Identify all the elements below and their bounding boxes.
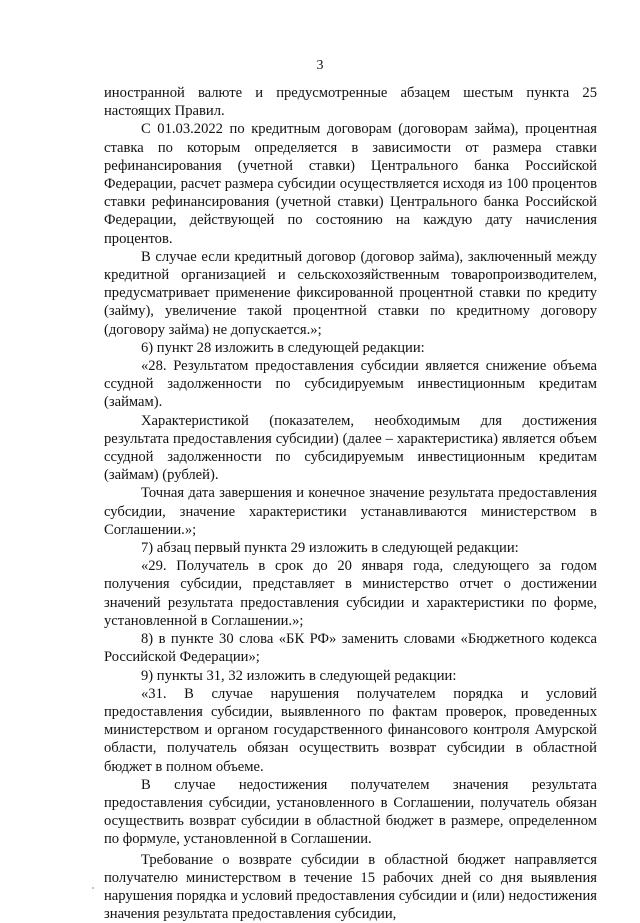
paragraph-continuation: иностранной валюте и предусмотренные абзацем шестым пункта 25 настоящих Правил. (104, 85, 597, 120)
paragraph-result-not-achieved: В случае недостижения получателем значения результата предоставления субсидии, установленного в Соглашении, получатель обязан осуществить возврат субсидии в областной бюджет в размере, определенном по формуле, установленной в Соглашении. (104, 776, 597, 848)
paragraph-clause-31: «31. В случае нарушения получателем порядка и условий предоставления субсидии, выявленного по фактам проверок, проведенных министерством и органом государственного финансового контроля Амурской области, получатель обязан осуществить возврат субсидии в областной бюджет в полном объеме. (104, 685, 597, 775)
paragraph-item-8: 8) в пункте 30 слова «БК РФ» заменить словами «Бюджетного кодекса Российской Федерации»; (104, 631, 597, 666)
paragraph-characteristic: Характеристикой (показателем, необходимым для достижения результата предоставления субсидии) (далее – характеристика) является объем ссудной задолженности по субсидируемым инвестиционным кредитам (займам) (рублей). (104, 412, 597, 484)
scan-mark (92, 887, 94, 889)
paragraph-clause-29: «29. Получатель в срок до 20 января года, следующего за годом получения субсидии, представляет в министерство отчет о достижении значений результата предоставления субсидии и характеристики по форме, установленной в Соглашении.»; (104, 558, 597, 629)
paragraph-refund-demand: Требование о возврате субсидии в областной бюджет направляется получателю министерством в течение 15 рабочих дней со дня выявления нарушения порядка и условий предоставления субсидии и (или) недостижения значения результата предоставления субсидии, (104, 851, 597, 923)
paragraph-item-6: 6) пункт 28 изложить в следующей редакции: (141, 339, 425, 356)
page-number: 3 (316, 58, 324, 73)
paragraph-fixed-rate: В случае если кредитный договор (договор займа), заключенный между кредитной организацией и сельскохозяйственным товаропроизводителем, предусматривает применение фиксированной процентной ставки по кредиту (займу), увеличение такой процентной ставки по кредитному договору (договору займа) не допускается.»; (104, 248, 597, 338)
paragraph-interest-rate-calculation: С 01.03.2022 по кредитным договорам (договорам займа), процентная ставка по которым определяется в зависимости от размера ставки рефинансирования (учетной ставки) Центрального банка Российской Федерации, расчет размера субсидии осуществляется исходя из 100 процентов ставки рефинансирования (учетной ставки) Центрального банка Российской Федерации, действующей по состоянию на каждую дату начисления процентов. (104, 121, 597, 247)
paragraph-completion-date: Точная дата завершения и конечное значение результата предоставления субсидии, значение характеристики устанавливаются министерством в Соглашении.»; (104, 485, 597, 538)
paragraph-item-7: 7) абзац первый пункта 29 изложить в следующей редакции: (141, 540, 519, 557)
paragraph-clause-28: «28. Результатом предоставления субсидии является снижение объема ссудной задолженности по субсидируемым инвестиционным кредитам (займам). (104, 358, 597, 411)
paragraph-item-9: 9) пункты 31, 32 изложить в следующей редакции: (141, 667, 457, 684)
document-body (104, 84, 597, 923)
